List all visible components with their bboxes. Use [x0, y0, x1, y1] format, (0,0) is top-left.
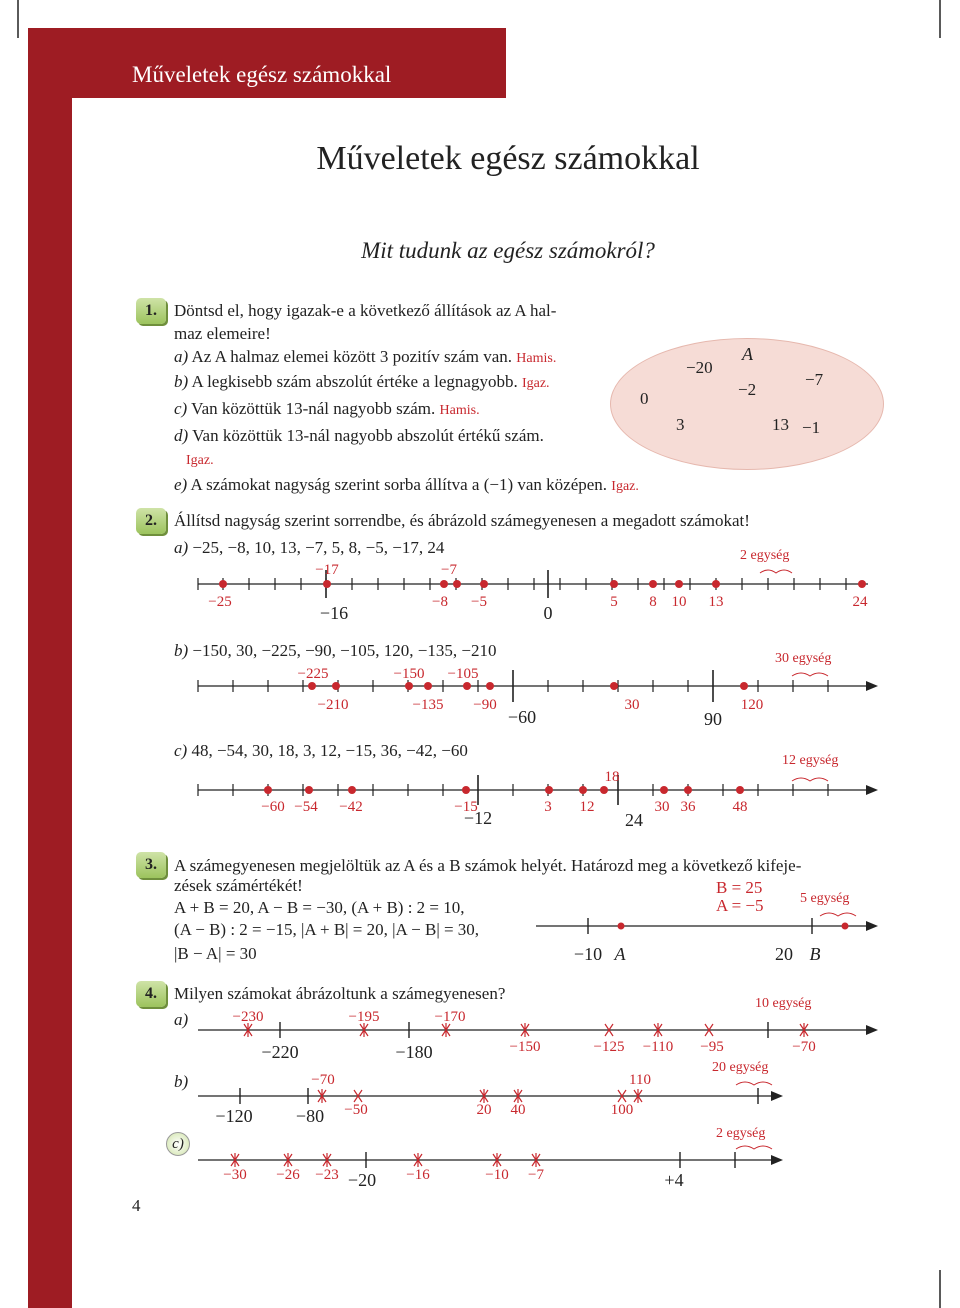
ex1-item-d: d) Van közöttük 13-nál nagyobb abszolút értékű szám. [174, 426, 544, 445]
label: −23 [315, 1167, 339, 1183]
answer: Hamis. [516, 351, 557, 366]
ex1-item-d-answer: Igaz. [186, 453, 214, 468]
set-element: 13 [772, 415, 789, 434]
label: 3 [544, 799, 552, 815]
label: −125 [593, 1039, 625, 1055]
label: −10 [485, 1167, 509, 1183]
label: −170 [434, 1009, 466, 1025]
label: −135 [412, 697, 444, 713]
label: −90 [473, 697, 497, 713]
label: −42 [339, 799, 363, 815]
ex3-line1: A + B = 20, A − B = −30, (A + B) : 2 = 10, [174, 898, 465, 917]
exercise-3-badge: 3. [136, 852, 166, 878]
answer: Igaz. [611, 479, 639, 494]
given-label: −120 [215, 1106, 253, 1126]
number-line-3 [530, 900, 890, 950]
label: −70 [792, 1039, 816, 1055]
label: −17 [315, 562, 339, 578]
crop-marks [0, 0, 960, 60]
page-number: 4 [132, 1196, 141, 1215]
ex4b-mark: b) [174, 1072, 189, 1091]
label: 100 [610, 1102, 634, 1118]
label: −230 [232, 1009, 264, 1025]
ex1-item-e: e) A számokat nagyság szerint sorba állítva a (−1) van középen. Igaz. [174, 475, 639, 494]
ex1-item-a: a) Az A halmaz elemei között 3 pozitív szám van. Hamis. [174, 347, 557, 366]
ex4b-unit: 20 egység [712, 1060, 769, 1075]
ex4a-mark: a) [174, 1010, 189, 1029]
label: −7 [441, 562, 457, 578]
number-line-4c [0, 1140, 960, 1180]
ex1-item-b: b) A legkisebb szám abszolút értéke a legnagyobb. Igaz. [174, 372, 550, 391]
label: 36 [680, 799, 696, 815]
reference-label: −12 [463, 808, 493, 828]
label: −25 [208, 594, 232, 610]
ex2a-unit: 2 egység [740, 548, 790, 563]
label: 20 [476, 1102, 492, 1118]
ex3-question-line2: zések számértékét! [174, 876, 303, 895]
label: −7 [528, 1167, 544, 1183]
label: 8 [649, 594, 657, 610]
ex1-question-line1: Döntsd el, hogy igazak-e a következő állítások az A hal- [174, 301, 557, 320]
label: 120 [740, 697, 764, 713]
label: 12 [579, 799, 595, 815]
ex2b-numbers: b) −150, 30, −225, −90, −105, 120, −135, −210 [174, 641, 497, 660]
label: B [809, 944, 821, 964]
ex2-question: Állítsd nagyság szerint sorrendbe, és ábrázold számegyenesen a megadott számokat! [174, 511, 750, 530]
set-element: 0 [640, 389, 649, 408]
ex4c-unit: 2 egység [716, 1126, 766, 1141]
set-a-label: A [742, 344, 753, 364]
label: −95 [700, 1039, 724, 1055]
number-line-2a [0, 540, 960, 640]
reference-label: 0 [543, 603, 553, 623]
label: 30 [654, 799, 670, 815]
label: 30 [624, 697, 640, 713]
ex3-question-line1: A számegyenesen megjelöltük az A és a B számok helyét. Határozd meg a következő kifeje- [174, 856, 802, 875]
label: −10 [573, 944, 603, 964]
given-label: −180 [395, 1042, 433, 1062]
label: −15 [454, 799, 478, 815]
given-label: −20 [347, 1170, 377, 1190]
label: −8 [432, 594, 448, 610]
set-element: 3 [676, 415, 685, 434]
ex1-item-c: c) Van közöttük 13-nál nagyobb szám. Hamis. [174, 399, 480, 418]
ex3-unit: 5 egység [800, 891, 850, 906]
label: −30 [223, 1167, 247, 1183]
crop-marks-bottom [0, 1270, 960, 1308]
label: 40 [510, 1102, 526, 1118]
exercise-1-badge: 1. [136, 298, 166, 324]
label: 48 [732, 799, 748, 815]
number-line-2c [0, 745, 960, 845]
ex2c-numbers: c) 48, −54, 30, 18, 3, 12, −15, 36, −42, −60 [174, 741, 468, 760]
label: 110 [629, 1072, 651, 1088]
ex4c-mark: c) [166, 1132, 190, 1156]
ex3-answer-b: B = 25 [716, 878, 763, 897]
number-line-2b [0, 640, 960, 740]
exercise-2-badge: 2. [136, 508, 166, 534]
label: −210 [317, 697, 349, 713]
label: A [614, 944, 626, 964]
given-label: −80 [295, 1106, 325, 1126]
reference-label: 90 [704, 709, 722, 729]
ex3-answer-a: A = −5 [716, 896, 764, 915]
label: −5 [471, 594, 487, 610]
set-element: −20 [686, 358, 713, 377]
label: −50 [344, 1102, 368, 1118]
label: 13 [708, 594, 724, 610]
label: −225 [297, 666, 329, 682]
reference-label: −16 [319, 603, 349, 623]
ex3-line3: |B − A| = 30 [174, 944, 257, 963]
label: 10 [671, 594, 687, 610]
label: −195 [348, 1009, 380, 1025]
ex4a-unit: 10 egység [755, 996, 812, 1011]
label: 24 [852, 594, 868, 610]
exercise-4-badge: 4. [136, 981, 166, 1007]
ex2a-numbers: a) −25, −8, 10, 13, −7, 5, 8, −5, −17, 24 [174, 538, 445, 557]
reference-label: −60 [507, 707, 537, 727]
ex3-line2: (A − B) : 2 = −15, |A + B| = 20, |A − B| = 30, [174, 920, 480, 939]
page-subtitle: Mit tudunk az egész számokról? [361, 238, 655, 263]
label: −150 [393, 666, 425, 682]
ex4-question: Milyen számokat ábrázoltunk a számegyenesen? [174, 984, 506, 1003]
label: 5 [610, 594, 618, 610]
answer: Hamis. [439, 403, 480, 418]
label: −70 [311, 1072, 335, 1088]
label: −54 [294, 799, 318, 815]
label: −110 [642, 1039, 674, 1055]
reference-label: 24 [625, 810, 643, 830]
given-label: +4 [664, 1170, 684, 1190]
number-line-4a [0, 1010, 960, 1050]
ex2c-unit: 12 egység [782, 753, 839, 768]
header-chapter-title: Műveletek egész számokkal [132, 62, 392, 87]
answer: Igaz. [521, 376, 550, 391]
ex2b-unit: 30 egység [775, 651, 832, 666]
label: −60 [261, 799, 285, 815]
page-title: Műveletek egész számokkal [316, 140, 700, 177]
label: −150 [509, 1039, 541, 1055]
label: −105 [447, 666, 479, 682]
label: −16 [406, 1167, 430, 1183]
set-element: −7 [805, 370, 824, 389]
label: 18 [604, 769, 620, 785]
ex1-question-line2: maz elemeire! [174, 324, 271, 343]
label: −26 [276, 1167, 300, 1183]
set-element: −2 [738, 380, 757, 399]
label: 20 [775, 944, 793, 964]
given-label: −220 [261, 1042, 299, 1062]
set-element: −1 [802, 418, 821, 437]
